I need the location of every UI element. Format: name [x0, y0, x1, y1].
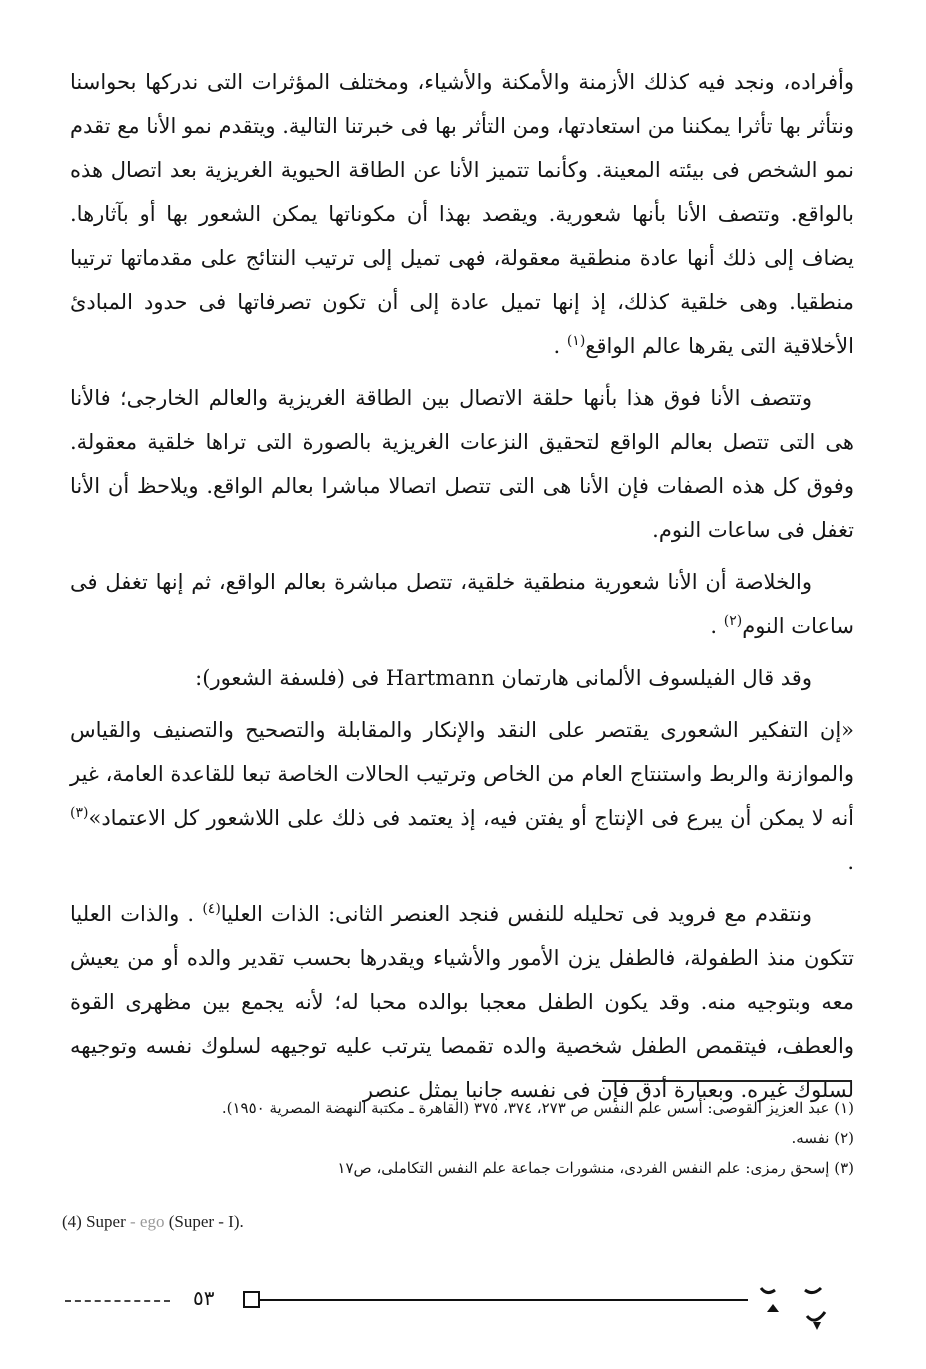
footnote-4-faint: - ego — [125, 1212, 169, 1231]
quotation-end: . — [847, 850, 854, 874]
page-number: ٥٣ — [193, 1286, 215, 1310]
footnote-separator — [602, 1080, 852, 1082]
footer-dash-rule — [65, 1300, 170, 1302]
paragraph-5-continuation: . والذات العليا تتكون منذ الطفولة، فالطفل يزن الأمور والأشياء ويقدرها بحسب تقدير والده أو من يعيش معه وبتوجيه منه. وقد يكون الطفل معجبا بوالده محبا له؛ لأنه يجمع بين مظهرى القوة والعطف، فيتقمص الطفل شخصية والده تقمصا يترتب عليه توجيهه لسلوك نفسه وتوجيهه لسلوك غيره. وبعبارة أدق فإن فى نفسه جانبا يمثل عنصر — [70, 902, 854, 1102]
footnote-4-prefix: (4) Super — [62, 1212, 126, 1231]
paragraph-1 — [70, 60, 854, 368]
paragraph-4: وقد قال الفيلسوف الألمانى هارتمان Hartmann فى (فلسفة الشعور): — [195, 666, 812, 690]
footnote-3: (٣) إسحق رمزى: علم النفس الفردى، منشورات جماعة علم النفس التكاملى، ص١٧ — [337, 1159, 854, 1177]
paragraph-1-end: . — [553, 334, 561, 358]
main-text — [70, 60, 854, 1120]
paragraph-1-text: وأفراده، ونجد فيه كذلك الأزمنة والأمكنة والأشياء، ومختلف المؤثرات التى ندركها بحواسنا ونتأثر بها تأثرا يمكننا من استعادتها، ومن التأثر بها فى خبرتنا التالية. ويتقدم نمو الأنا مع تقدم نمو الشخص فى بيئته المعينة. وكأنما تتميز الأنا عن الطاقة الحيوية الغريزية بعد اتصال هذه بالواقع. وتتصف الأنا بأنها شعورية. ويقصد بهذا أن مكوناتها يمكن الشعور بها أو بآثارها. يضاف إلى ذلك أنها عادة منطقية معقولة، فهى تميل إلى ترتيب النتائج على مقدماتها ترتيبا منطقيا. وهى خلقية كذلك، إذ إنها تميل عادة إلى أن تكون تصرفاتها فى حدود المبادئ الأخلاقية التى يقرها عالم الواقع — [70, 70, 854, 358]
paragraph-5-text: ونتقدم مع فرويد فى تحليله للنفس فنجد العنصر الثانى: الذات العليا — [220, 902, 812, 926]
paragraph-3 — [70, 560, 854, 648]
footnote-4 — [62, 1212, 244, 1232]
footer-rule — [260, 1299, 748, 1301]
footnote-ref-1: (١) — [566, 333, 586, 349]
paragraph-5 — [70, 892, 854, 1112]
quotation-text: «إن التفكير الشعورى يقتصر على النقد والإنكار والمقابلة والتصحيح والتصنيف والقياس والموازنة والربط واستنتاج العام من الخاص وترتيب الحالات الخاصة تبعا للقاعدة العامة، غير أنه لا يمكن أن يبرع فى الإنتاج أو يفتن فيه، إذ يعتمد فى ذلك على اللاشعور كل الاعتماد» — [70, 718, 854, 830]
footnote-1: (١) عبد العزيز القوصى: أسس علم النفس ص ٢٧٣، ٣٧٤، ٣٧٥ (القاهرة ـ مكتبة النهضة المصرية ١٩٥٠). — [221, 1099, 854, 1117]
page-footer — [55, 1282, 855, 1342]
footnote-ref-2: (٢) — [723, 613, 743, 629]
footnotes — [60, 1093, 854, 1183]
footer-square-ornament — [243, 1291, 260, 1308]
footnote-2: (٢) نفسه. — [791, 1129, 854, 1147]
paragraph-3-end: . — [710, 614, 718, 638]
footnote-ref-3: (٣) — [70, 805, 89, 821]
quotation — [70, 708, 854, 884]
footnote-4-suffix: (Super - I). — [168, 1212, 244, 1231]
paragraph-3-text: والخلاصة أن الأنا شعورية منطقية خلقية، تتصل مباشرة بعالم الواقع، ثم إنها تغفل فى ساعات النوم — [70, 570, 854, 638]
paragraph-2: وتتصف الأنا فوق هذا بأنها حلقة الاتصال بين الطاقة الغريزية والعالم الخارجى؛ فالأنا هى التى تتصل بعالم الواقع لتحقيق النزعات الغريزية بالصورة التى تراها خلقية معقولة. وفوق كل هذه الصفات فإن الأنا هى التى تتصل اتصالا مباشرا بعالم الواقع. ويلاحظ أن الأنا تغفل فى ساعات النوم. — [70, 386, 854, 542]
footnote-ref-4: (٤) — [202, 901, 221, 917]
footer-ornament-icon — [755, 1282, 845, 1338]
